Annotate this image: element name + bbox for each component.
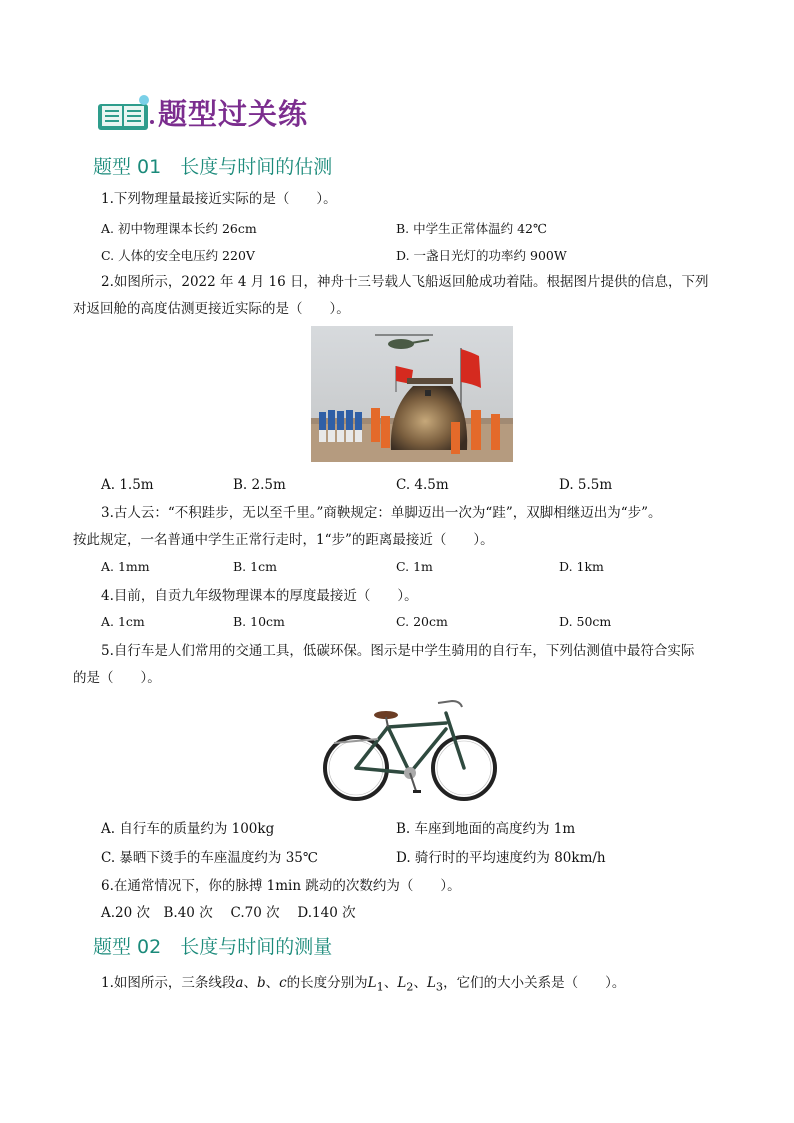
q4-option-a: A. 1cm xyxy=(101,614,145,629)
banner-title: 题型过关练 xyxy=(158,97,309,131)
length-L3: L xyxy=(426,975,436,991)
q4-option-d: D. 50cm xyxy=(559,614,612,629)
length-L2: L xyxy=(397,975,407,991)
subscript: 1 xyxy=(376,980,384,994)
subscript: 3 xyxy=(435,980,444,994)
s2-q1-stem-post: ，它们的大小关系是（ ）。 xyxy=(443,975,626,991)
q4-option-b: B. 10cm xyxy=(233,614,285,629)
q5-option-a: A. 自行车的质量约为 100kg xyxy=(101,821,275,837)
q5-option-d: D. 骑行时的平均速度约为 80km/h xyxy=(396,850,606,866)
q1-option-b: B. 中学生正常体温约 42℃ xyxy=(396,221,547,236)
q3-option-a: A. 1mm xyxy=(101,559,150,574)
s2-q1-stem-mid: 的长度分别为 xyxy=(286,975,368,991)
q3-option-b: B. 1cm xyxy=(233,559,277,574)
q5-option-c: C. 暴晒下烫手的车座温度约为 35℃ xyxy=(101,850,319,866)
q2-option-a: A. 1.5m xyxy=(101,477,154,493)
section-title-1: 题型 01 长度与时间的估测 xyxy=(93,156,333,178)
s2-q1-stem-pre: 1.如图所示，三条线段 xyxy=(101,975,236,991)
q1-option-a: A. 初中物理课本长约 26cm xyxy=(101,221,257,236)
segment-a-label: a xyxy=(235,975,244,991)
s2-q1-stem xyxy=(101,973,625,998)
q3-stem-line1: 3.古人云：“不积跬步，无以至千里。”商鞅规定：单脚迈出一次为“跬”，双脚相继迈出为“步”。 xyxy=(101,505,662,521)
bicycle-illustration xyxy=(322,693,498,803)
segment-b-label: b xyxy=(256,975,266,991)
q1-option-c: C. 人体的安全电压约 220V xyxy=(101,248,255,263)
sep: 、 xyxy=(413,975,427,991)
q5-stem-line2: 的是（ ）。 xyxy=(73,670,161,686)
sep: 、 xyxy=(265,975,280,991)
sep: 、 xyxy=(383,975,398,991)
q1-stem: 1.下列物理量最接近实际的是（ ）。 xyxy=(101,191,337,207)
q3-option-c: C. 1m xyxy=(396,559,433,574)
section-title-2: 题型 02 长度与时间的测量 xyxy=(93,936,333,958)
sep: 、 xyxy=(243,975,257,991)
segment-c-label: c xyxy=(279,975,287,991)
q2-stem-line2: 对返回舱的高度估测更接近实际的是（ ）。 xyxy=(73,301,350,317)
q2-option-b: B. 2.5m xyxy=(233,477,286,493)
q2-option-c: C. 4.5m xyxy=(396,477,449,493)
q2-option-d: D. 5.5m xyxy=(559,477,613,493)
subscript: 2 xyxy=(406,980,414,994)
q4-stem: 4.目前，自贡九年级物理课本的厚度最接近（ ）。 xyxy=(101,588,418,604)
capsule-landing-photo xyxy=(311,326,513,462)
q1-option-d: D. 一盏日光灯的功率约 900W xyxy=(396,248,567,263)
q6-options: A.20 次 B.40 次 C.70 次 D.140 次 xyxy=(101,905,356,921)
q6-stem: 6.在通常情况下，你的脉搏 1min 跳动的次数约为（ ）。 xyxy=(101,878,461,894)
q3-option-d: D. 1km xyxy=(559,559,604,574)
book-icon xyxy=(96,94,156,134)
q5-stem-line1: 5.自行车是人们常用的交通工具，低碳环保。图示是中学生骑用的自行车，下列估测值中最符合实际 xyxy=(101,643,695,659)
q2-stem-line1: 2.如图所示，2022 年 4 月 16 日，神舟十三号载人飞船返回舱成功着陆。根据图片提供的信息，下列 xyxy=(101,274,709,290)
q4-option-c: C. 20cm xyxy=(396,614,448,629)
q3-stem-line2: 按此规定，一名普通中学生正常行走时，1“步”的距离最接近（ ）。 xyxy=(73,532,494,548)
length-L1: L xyxy=(367,975,377,991)
q5-option-b: B. 车座到地面的高度约为 1m xyxy=(396,821,576,837)
